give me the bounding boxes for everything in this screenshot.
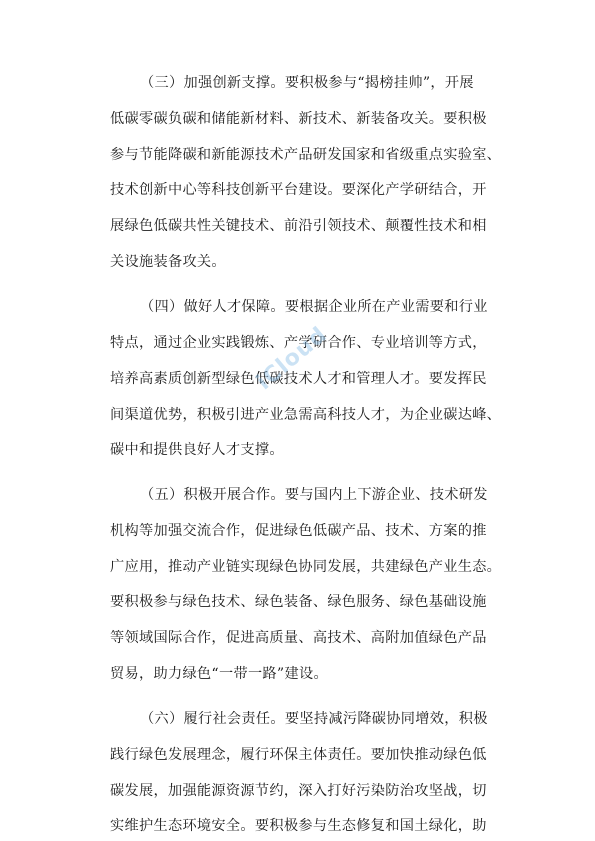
text-line: 技术创新中心等科技创新平台建设。要深化产学研结合，开 [110, 182, 487, 198]
text-line: 培养高素质创新型绿色低碳技术人才和管理人才。要发挥民 [110, 371, 487, 387]
text-line: 碳发展，加强能源资源节约，深入打好污染防治攻坚战，切 [110, 783, 487, 799]
watermark: iCloud [252, 322, 333, 396]
text-line: （五）积极开展合作。要与国内上下游企业、技术研发 [140, 487, 488, 503]
text-line: 关设施装备攻关。 [110, 254, 226, 270]
text-line: 展绿色低碳共性关键技术、前沿引领技术、颠覆性技术和相 [110, 218, 487, 234]
text-line: （三）加强创新支撑。要积极参与“揭榜挂帅”，开展 [140, 75, 474, 91]
text-line: 特点，通过企业实践锻炼、产学研合作、专业培训等方式， [110, 335, 487, 351]
text-line: 碳中和提供良好人才支撑。 [110, 442, 284, 458]
text-line: 间渠道优势，积极引进产业急需高科技人才，为企业碳达峰、 [110, 407, 502, 423]
text-line: （六）履行社会责任。要坚持减污降碳协同增效，积极 [140, 711, 488, 727]
text-line: 广应用，推动产业链实现绿色协同发展，共建绿色产业生态。 [110, 559, 502, 575]
text-line: 等领域国际合作，促进高质量、高技术、高附加值绿色产品 [110, 630, 487, 646]
text-line: 机构等加强交流合作，促进绿色低碳产品、技术、方案的推 [110, 523, 487, 539]
text-line: 贸易，助力绿色“一带一路”建设。 [110, 666, 328, 682]
text-line: 实维护生态环境安全。要积极参与生态修复和国土绿化，助 [110, 818, 487, 834]
text-line: （四）做好人才保障。要根据企业所在产业需要和行业 [140, 299, 488, 315]
text-line: 要积极参与绿色技术、绿色装备、绿色服务、绿色基础设施 [110, 594, 487, 610]
text-line: 参与节能降碳和新能源技术产品研发国家和省级重点实验室、 [110, 147, 502, 163]
text-line: 低碳零碳负碳和储能新材料、新技术、新装备攻关。要积极 [110, 111, 487, 127]
text-line: 践行绿色发展理念，履行环保主体责任。要加快推动绿色低 [110, 747, 487, 763]
